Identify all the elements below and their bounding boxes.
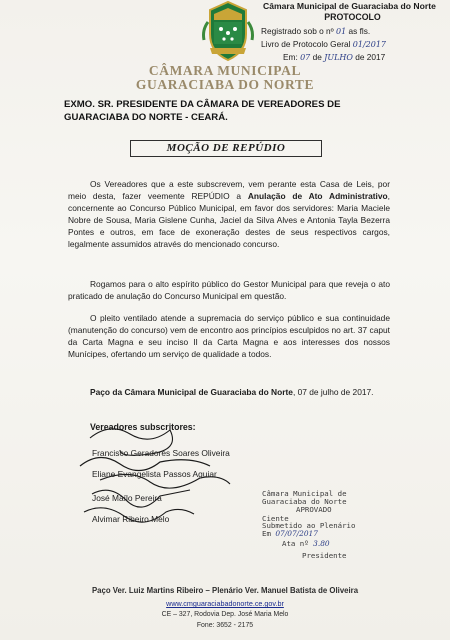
- paragraph-3-text: O pleito ventilado atende a supremacia do serviço público e sua continuidade (manutenção do concurso) vem de encontro aos princípios esculpidos no art. 37 caput da Carta Magna e seu inciso II da Carta Magna e aos interesses dos nossos Munícipes, ofertando um serviço de qualidade a todos.: [68, 313, 390, 359]
- protocol-date-month: JULHO: [324, 53, 353, 62]
- paragraph-1-part-b: , concernente ao Concurso Público Municipal, em favor dos servidores: Maria Maciele Nobre de Sousa, Maria Gislene Cunha, Jaciel da Silva Alves e Antonia Tayla Bezerra Pontes e outros, em face de exoneração destes de seus respectivos cargos, legalmente assumidos através do mencionado concurso.: [68, 191, 390, 249]
- protocol-stamp: [255, 0, 450, 78]
- chamber-name-line1: CÂMARA MUNICIPAL: [148, 63, 302, 78]
- protocol-date-line: [283, 52, 385, 62]
- protocol-book-value: 01/2017: [352, 40, 387, 49]
- document-title: MOÇÃO DE REPÚDIO: [130, 140, 322, 157]
- chamber-name-line2: GUARACIABA DO NORTE: [135, 77, 315, 92]
- protocol-book-line: [261, 39, 386, 49]
- protocol-date-day: 07: [300, 53, 311, 62]
- approval-line-4: Ciente: [262, 514, 289, 523]
- protocol-book-label: Livro de Protocolo Geral: [261, 39, 351, 49]
- approval-line-2: Guaraciaba do Norte: [262, 497, 347, 506]
- approval-date-prefix: Em: [262, 529, 271, 538]
- approval-minutes-prefix: Ata nº: [282, 539, 309, 548]
- protocol-stamp-label: PROTOCOLO: [324, 12, 381, 22]
- closing-line: [68, 386, 390, 398]
- approval-minutes-value: 3.80: [313, 539, 330, 548]
- signers-label: Vereadores subscritores:: [90, 422, 196, 432]
- protocol-date-of: de: [312, 52, 322, 62]
- protocol-registered-line: [261, 26, 370, 36]
- approval-line-7: [282, 540, 330, 548]
- protocol-registered-number: 01: [336, 27, 347, 36]
- protocol-date-year: de 2017: [355, 52, 386, 62]
- footer-line-1: Paço Ver. Luiz Martins Ribeiro – Plenário Ver. Manuel Batista de Oliveira: [91, 586, 359, 595]
- approval-line-3: APROVADO: [296, 505, 332, 514]
- closing-date: , 07 de julho de 2017.: [292, 387, 374, 397]
- footer-phone: Fone: 3652 - 2175: [196, 622, 254, 629]
- protocol-date-prefix: Em:: [283, 52, 298, 62]
- paragraph-1: [68, 178, 390, 250]
- paragraph-3: [68, 312, 390, 360]
- approval-line-1: Câmara Municipal de: [262, 489, 347, 498]
- paragraph-2-text: Rogamos para o alto espírito público do Gestor Municipal para que reveja o ato praticado de anulação do Concurso Municipal em questão.: [68, 279, 390, 301]
- paragraph-1-bold: Anulação de Ato Administrativo: [247, 191, 388, 201]
- closing-place: Paço da Câmara Municipal de Guaraciaba do Norte: [90, 387, 293, 397]
- signer-1: Francisco Geradores Soares Oliveira: [92, 448, 230, 458]
- approval-stamp: [262, 490, 412, 560]
- approval-date-value: 07/07/2017: [275, 529, 318, 538]
- approval-line-8: Presidente: [302, 551, 347, 560]
- addressee: EXMO. SR. PRESIDENTE DA CÂMARA DE VEREADORES DE GUARACIABA DO NORTE - CEARÁ.: [64, 99, 341, 123]
- footer-website-link[interactable]: www.cmguaraciabadonorte.ce.gov.br: [166, 599, 284, 608]
- protocol-stamp-title: Câmara Municipal de Guaraciaba do Norte: [263, 1, 436, 11]
- footer-address: CE – 327, Rodovia Dep. José Maria Melo: [161, 611, 289, 618]
- signer-4: Alvimar Ribeiro Melo: [92, 514, 170, 524]
- approval-line-6: [262, 530, 318, 538]
- protocol-registered-suffix: as fls.: [348, 26, 371, 36]
- approval-line-5: Submetido ao Plenário: [262, 521, 356, 530]
- signer-2: Eliane Evangelista Passos Aguiar: [92, 469, 217, 479]
- protocol-registered-prefix: Registrado sob o nº: [261, 26, 334, 36]
- signer-3: José Maílo Pereira: [92, 493, 162, 503]
- paragraph-2: [68, 278, 390, 302]
- paragraph-1-part-a: Os Vereadores que a este subscrevem, vem perante esta Casa de Leis, por meio desta, fazer veemente REPÚDIO a: [68, 179, 390, 201]
- municipal-crest-icon: [200, 0, 256, 62]
